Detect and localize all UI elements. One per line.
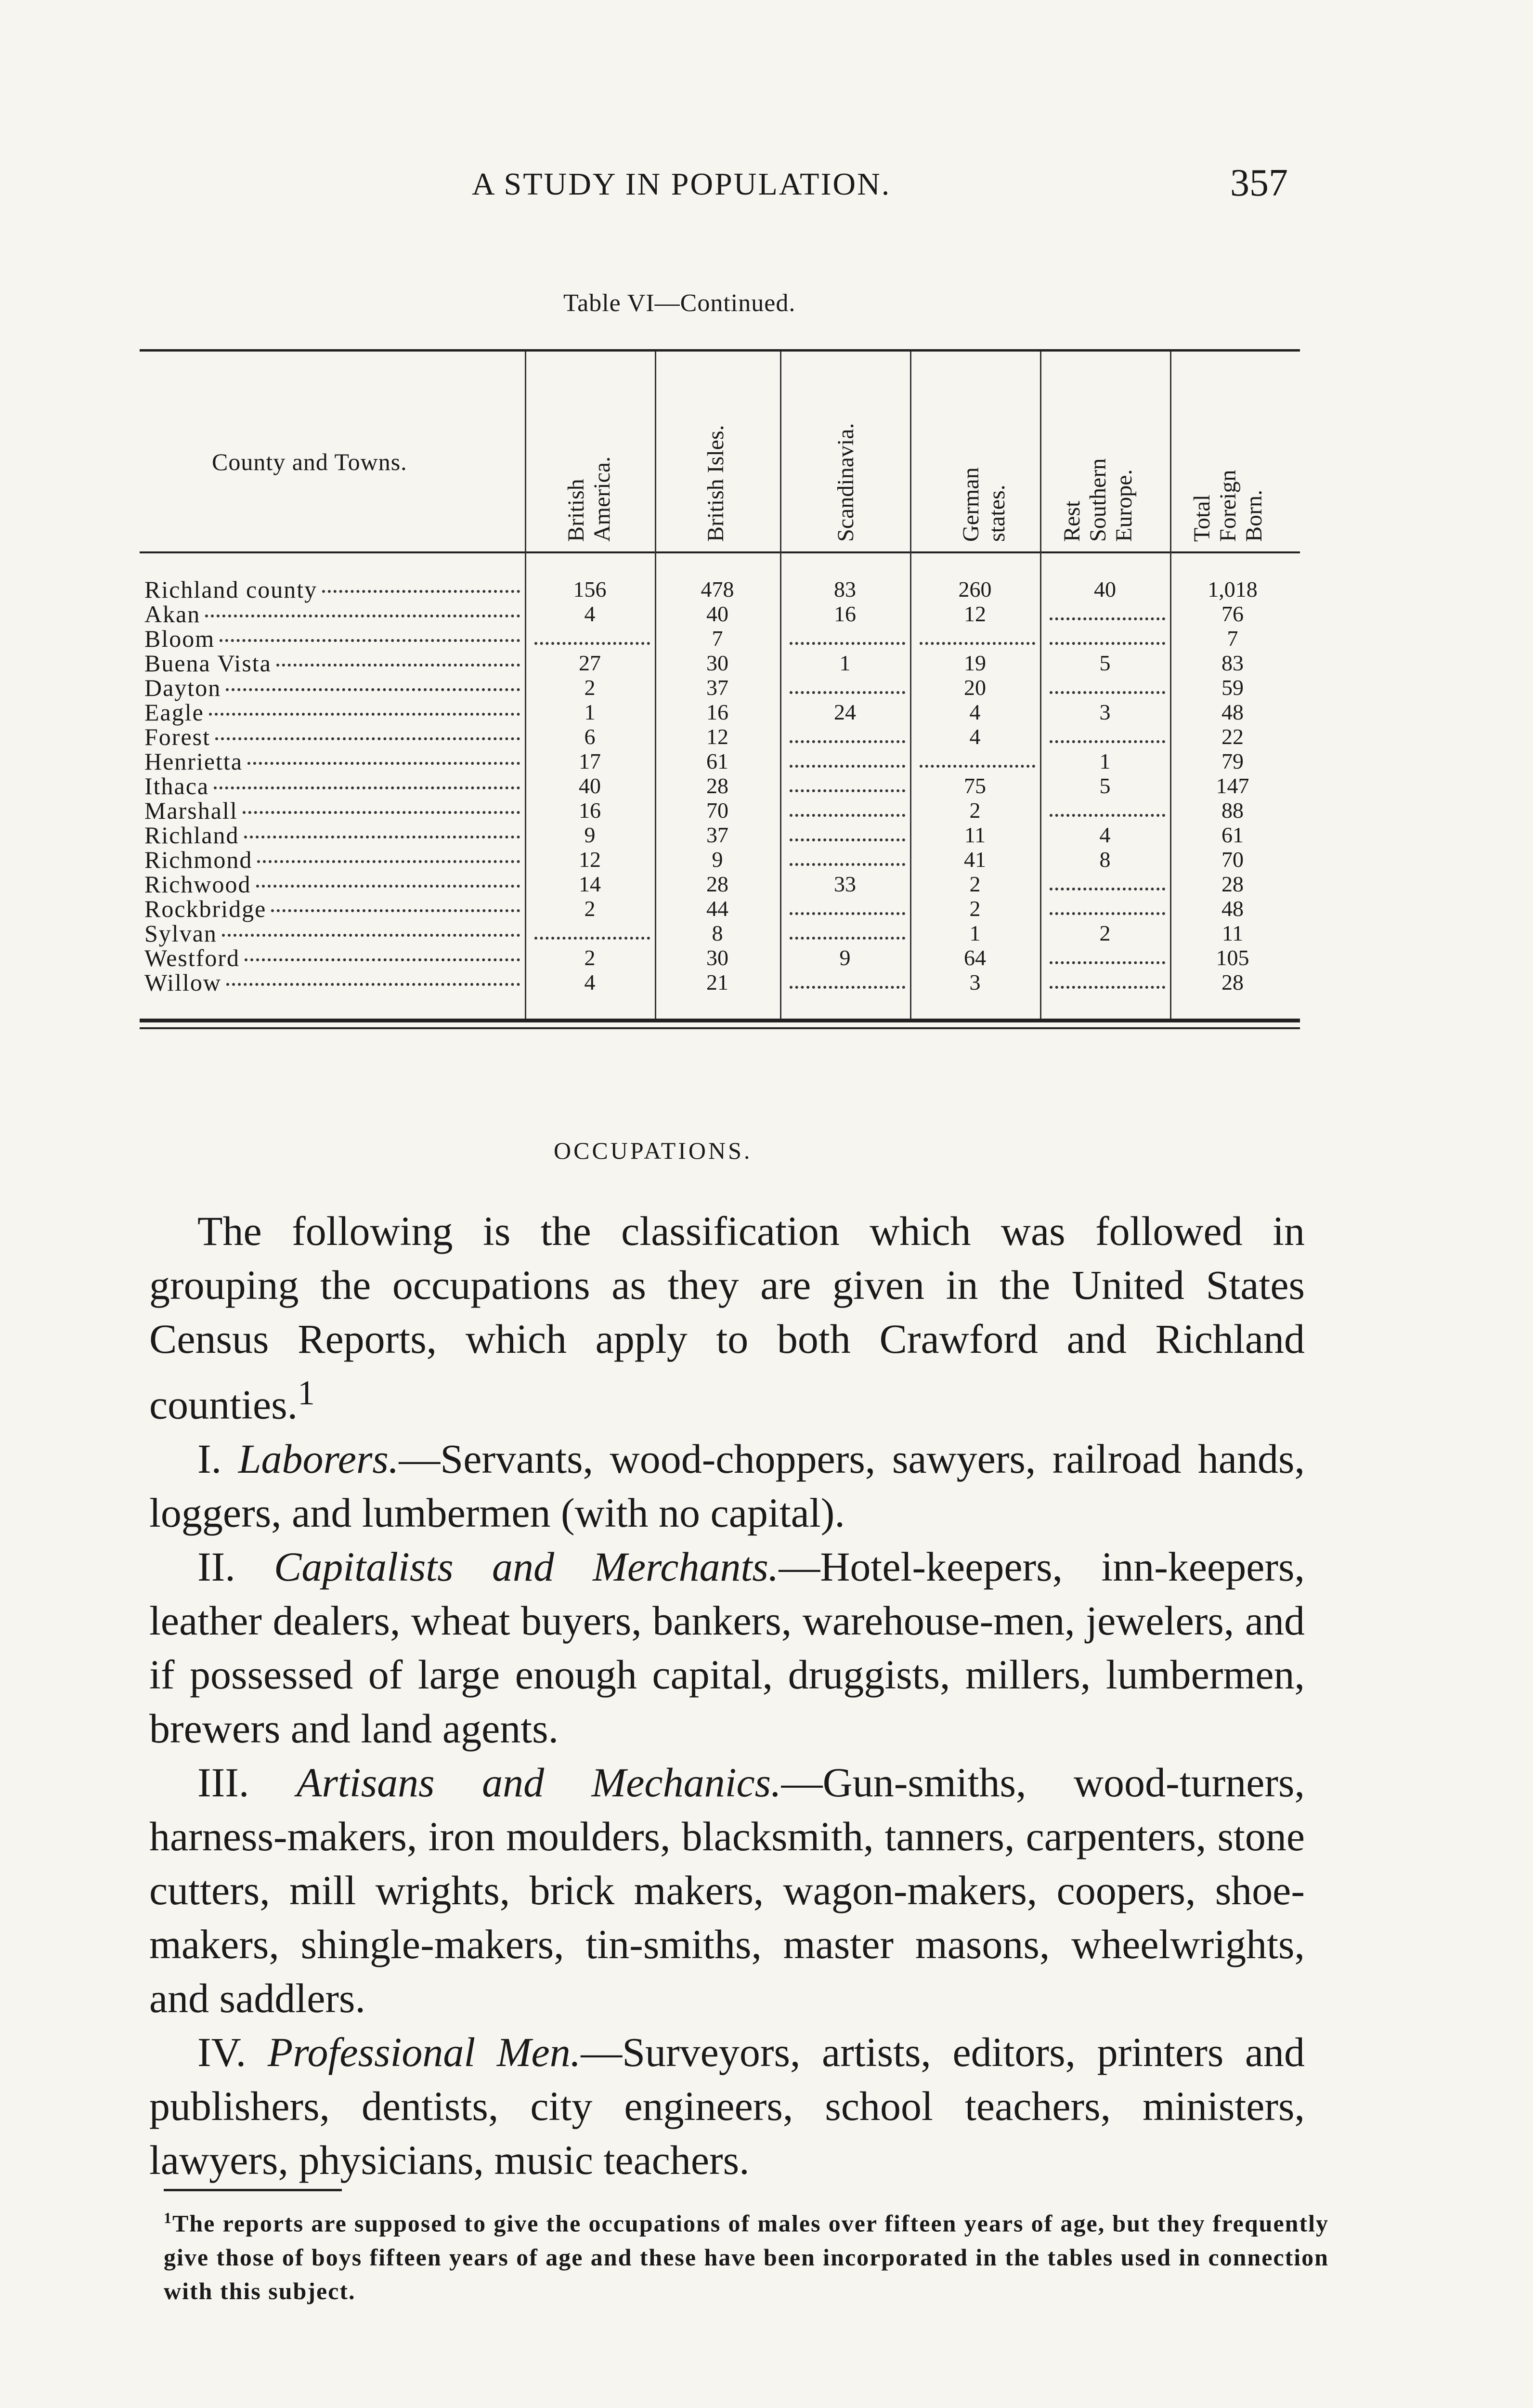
table-cell: 88 (1221, 798, 1244, 823)
column-divider (655, 352, 656, 1019)
table-cell: 4 (584, 970, 596, 995)
header-british-america: British America. (563, 456, 615, 542)
empty-cell-leader (790, 789, 905, 792)
table-cell: 33 (834, 872, 856, 896)
header-scandinavia: Scandinavia. (833, 423, 858, 542)
table-cell: 79 (1221, 749, 1244, 773)
column-divider (780, 352, 781, 1019)
table-cell: 2 (969, 872, 981, 896)
table-cell: 41 (964, 847, 986, 872)
empty-cell-leader (920, 765, 1035, 768)
table-cell: 12 (579, 847, 601, 872)
body-text (149, 1204, 1305, 2187)
table-cell: 70 (706, 798, 728, 823)
table-cell: 4 (584, 602, 596, 626)
table-row-name: Rockbridge (144, 895, 520, 923)
table-cell: 70 (1221, 847, 1244, 872)
table-cell: 30 (706, 651, 728, 675)
table-cell: 8 (1099, 847, 1111, 872)
table-cell: 5 (1099, 651, 1111, 675)
table-cell: 9 (712, 847, 723, 872)
table-cell: 4 (969, 724, 981, 749)
table-row-name: Richland county (144, 576, 520, 603)
header-german-states: German states. (958, 467, 1010, 542)
empty-cell-leader (790, 937, 905, 940)
table-cell: 1 (584, 700, 596, 724)
class-paragraph: I. Laborers.—Servants, wood-choppers, sawyers, railroad hands, loggers, and lumbermen (with no capital). (149, 1435, 1305, 1536)
table-cell: 2 (969, 798, 981, 823)
table-cell: 14 (579, 872, 601, 896)
table-cell: 37 (706, 675, 728, 700)
table-header-rule (140, 551, 1300, 553)
table-cell: 75 (964, 773, 986, 798)
footnote-rule (164, 2189, 342, 2191)
table-cell: 2 (584, 945, 596, 970)
empty-cell-leader (790, 838, 905, 841)
table-cell: 2 (1099, 921, 1111, 945)
table-cell: 3 (1099, 700, 1111, 724)
table-cell: 260 (958, 577, 992, 602)
intro-paragraph: The following is the classification which was followed in grouping the occupations as they are given in the United States Census Reports, which apply to both Crawford and Richland counties.$^1$ (149, 1208, 1305, 1428)
table-cell: 147 (1216, 773, 1249, 798)
table-cell: 76 (1221, 602, 1244, 626)
page-number: 357 (1230, 162, 1288, 204)
table-top-rule (140, 349, 1300, 352)
table-cell: 48 (1221, 896, 1244, 921)
table-cell: 16 (579, 798, 601, 823)
table-cell: 2 (584, 896, 596, 921)
empty-cell-leader (1050, 912, 1165, 915)
table-cell: 21 (706, 970, 728, 995)
table-row-name: Richland (144, 821, 520, 849)
table-cell: 24 (834, 700, 856, 724)
table-row-name: Buena Vista (144, 649, 520, 677)
table-bottom-rule-thin (140, 1027, 1300, 1029)
table-cell: 22 (1221, 724, 1244, 749)
section-heading: OCCUPATIONS. (554, 1137, 753, 1164)
header-total-foreign-born: Total Foreign Born. (1189, 470, 1267, 542)
empty-cell-leader (534, 937, 650, 940)
table-row-name: Richmond (144, 846, 520, 874)
table-row-name: Willow (144, 968, 520, 996)
table-cell: 5 (1099, 773, 1111, 798)
table-cell: 28 (706, 872, 728, 896)
table-cell: 16 (706, 700, 728, 724)
table-cell: 7 (712, 626, 723, 651)
table-row-name: Ithaca (144, 772, 520, 800)
empty-cell-leader (1050, 986, 1165, 989)
table-cell: 156 (573, 577, 607, 602)
table-cell: 11 (1221, 921, 1244, 945)
table-cell: 28 (1221, 872, 1244, 896)
column-divider (525, 352, 526, 1019)
table-row-name: Forest (144, 723, 520, 751)
table-cell: 37 (706, 823, 728, 847)
table-cell: 9 (584, 823, 596, 847)
table-cell: 61 (706, 749, 728, 773)
table-cell: 61 (1221, 823, 1244, 847)
empty-cell-leader (1050, 888, 1165, 890)
table-cell: 2 (969, 896, 981, 921)
table-cell: 59 (1221, 675, 1244, 700)
table-cell: 64 (964, 945, 986, 970)
empty-cell-leader (1050, 617, 1165, 620)
table-cell: 1,018 (1208, 577, 1258, 602)
table-cell: 11 (964, 823, 986, 847)
table-row-name: Henrietta (144, 747, 520, 775)
footnote: $^1$The reports are supposed to give the occupations of males over fifteen years of age, but they frequently give those of boys fifteen years of age and these have been incorporated in the tables used in connection with this subject. (164, 2209, 1329, 2304)
empty-cell-leader (790, 986, 905, 989)
table-cell: 27 (579, 651, 601, 675)
table-cell: 48 (1221, 700, 1244, 724)
table-cell: 40 (579, 773, 601, 798)
class-paragraph: II. Capitalists and Merchants.—Hotel-keepers, inn-keepers, leather dealers, wheat buyers, bankers, warehouse-men, jewelers, and if possessed of large enough capital, druggists, millers, lumbermen, brewers and land agents. (149, 1543, 1305, 1752)
empty-cell-leader (790, 765, 905, 768)
table-cell: 83 (1221, 651, 1244, 675)
column-divider (1170, 352, 1171, 1019)
column-divider (910, 352, 911, 1019)
table-cell: 30 (706, 945, 728, 970)
table-row-name: Eagle (144, 698, 520, 726)
table-cell: 40 (706, 602, 728, 626)
table-row-name: Marshall (144, 797, 520, 824)
table-cell: 1 (969, 921, 981, 945)
empty-cell-leader (790, 740, 905, 743)
footnote-marker: 1 (298, 1374, 315, 1412)
table-cell: 478 (701, 577, 734, 602)
table-cell: 3 (969, 970, 981, 995)
population-table (140, 349, 1300, 1035)
table-cell: 12 (964, 602, 986, 626)
empty-cell-leader (1050, 642, 1165, 645)
table-cell: 8 (712, 921, 723, 945)
running-head: A STUDY IN POPULATION. (472, 167, 891, 202)
table-cell: 28 (706, 773, 728, 798)
table-cell: 1 (1099, 749, 1111, 773)
table-cell: 1 (839, 651, 851, 675)
table-row-name: Sylvan (144, 919, 520, 947)
empty-cell-leader (1050, 740, 1165, 743)
table-row-name: Westford (144, 944, 520, 972)
table-cell: 17 (579, 749, 601, 773)
table-cell: 4 (1099, 823, 1111, 847)
table-cell: 2 (584, 675, 596, 700)
table-cell: 16 (834, 602, 856, 626)
empty-cell-leader (790, 691, 905, 694)
table-cell: 105 (1216, 945, 1249, 970)
table-bottom-rule (140, 1019, 1300, 1022)
table-cell: 9 (839, 945, 851, 970)
table-row-name: Akan (144, 600, 520, 628)
empty-cell-leader (1050, 814, 1165, 817)
table-cell: 44 (706, 896, 728, 921)
table-cell: 83 (834, 577, 856, 602)
table-cell: 20 (964, 675, 986, 700)
empty-cell-leader (1050, 691, 1165, 694)
table-cell: 6 (584, 724, 596, 749)
table-cell: 28 (1221, 970, 1244, 995)
column-divider (1040, 352, 1041, 1019)
class-paragraph: IV. Professional Men.—Surveyors, artists, editors, printers and publishers, dentists, city engineers, school teachers, ministers, lawyers, physicians, music teachers. (149, 2028, 1305, 2183)
table-caption: Table VI—Continued. (563, 289, 796, 317)
header-rest-southern-europe: Rest Southern Europe. (1059, 458, 1137, 542)
table-cell: 7 (1227, 626, 1238, 651)
class-paragraph: III. Artisans and Mechanics.—Gun-smiths, wood-turners, harness-makers, iron moulders, blacksmith, tanners, carpenters, stone cutters, mill wrights, brick makers, wagon-makers, coopers, shoe-makers, shingle-makers, tin-smiths, master masons, wheelwrights, and saddlers. (149, 1759, 1305, 2021)
empty-cell-leader (790, 863, 905, 866)
table-row-name: Bloom (144, 625, 520, 653)
table-row-name: Richwood (144, 870, 520, 898)
header-county-towns: County and Towns. (212, 448, 407, 475)
table-cell: 4 (969, 700, 981, 724)
empty-cell-leader (1050, 961, 1165, 964)
empty-cell-leader (790, 642, 905, 645)
empty-cell-leader (920, 642, 1035, 645)
table-cell: 40 (1094, 577, 1116, 602)
table-cell: 19 (964, 651, 986, 675)
table-cell: 12 (706, 724, 728, 749)
empty-cell-leader (790, 912, 905, 915)
table-row-name: Dayton (144, 674, 520, 702)
header-british-isles: British Isles. (703, 425, 728, 542)
empty-cell-leader (790, 814, 905, 817)
empty-cell-leader (534, 642, 650, 645)
